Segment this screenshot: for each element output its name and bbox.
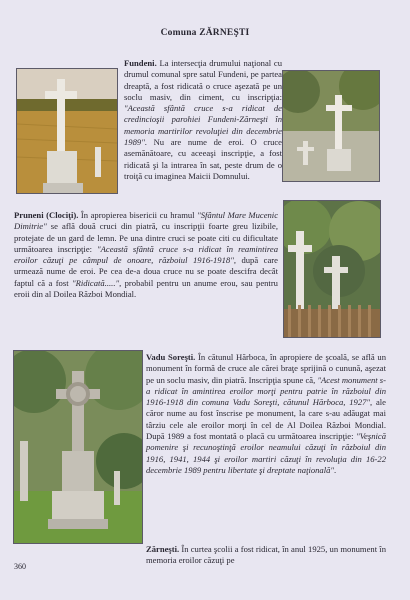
- vadu-text-3: .: [334, 464, 337, 475]
- vadu-plaque-inscription: "Veşnică pomenire şi recunoştinţă eroilor neamului căzuţi în războiul din 1916, 1941, 1944 şi eroilor martiri căzuţi în revoluţia din 16-22 decembrie 1989 pentru libertate şi dreptate naţională": [146, 431, 386, 475]
- pruneni-text-2: se află două cruci din piatră, cu inscripţii foarte greu lizibile, protejate de un gard de lemn. Pe una dintre cruci se poate citi cu dificultate următoarea inscripţie:: [14, 221, 278, 254]
- fundeni-text-2: . Nu are nume de eroi. O cruce asemănătoare, cu aceeaşi inscripţie, a fost ridicată şi la intrarea în sat, peste drum de o troiţă cu imaginea Maicii Domnului.: [124, 137, 282, 181]
- heading-zarnesti: Zărneşti.: [146, 544, 180, 554]
- fundeni-text-1: La intersecţia drumului naţional cu drumul comunal spre satul Fundeni, pe partea dreaptă, a fost ridicată o cruce aşezată pe un soclu masiv, din ciment, cu inscripţia:: [124, 58, 282, 102]
- heading-vadu-soresti: Vadu Soreşti.: [146, 352, 196, 362]
- pruneni-church-patron: "Sfântul Mare Mucenic Dimitrie": [14, 210, 279, 232]
- vadu-inscription: "Acest monument s-a ridicat în amintirea eroilor morţi pentru patrie în războiul din 1916-1918 din comuna Vadu Soreşti, cătunul Hărboca, 1927": [146, 374, 386, 408]
- pruneni-text-1: În apropierea bisericii cu hramul: [78, 210, 198, 220]
- page-header: Comuna ZĂRNEŞTI: [160, 28, 250, 38]
- paragraph-pruneni: [14, 210, 278, 300]
- vadu-text-1: În cătunul Hărboca, în apropiere de şcoală, se află un monument în formă de cruce ale cărei braţe sprijină o cunună, aşezat pe un soclu masiv, din piatră. Inscripţia spune că,: [146, 352, 386, 385]
- photo-vadu-soresti-monument: [13, 350, 143, 544]
- paragraph-zarnesti: [146, 544, 386, 567]
- paragraph-vadu-soresti: [146, 352, 386, 476]
- paragraph-fundeni: [20, 58, 382, 192]
- heading-pruneni: Pruneni (Clociţi).: [14, 210, 79, 220]
- pruneni-second-inscription: "Ridicată.....": [72, 277, 120, 288]
- heading-fundeni: Fundeni.: [124, 58, 157, 68]
- photo-pruneni-crosses: [283, 200, 381, 338]
- vadu-text-2: , ale căror nume au fost înscrise pe monument, la care s-au adăugat mai târziu cele ale eroilor morţi în cel de Al Doilea Război Mondial. După 1989 a fost montată o placă cu următoarea inscripţie:: [146, 397, 386, 442]
- pruneni-inscription: "Această sfântă cruce s-a ridicat în reamintirea eroilor căzuţi pe câmpul de onoare, războiul 1916-1918": [14, 243, 279, 266]
- fundeni-inscription: "Această sfântă cruce s-a ridicat de credincioşii parohiei Fundeni-Zărneşti în memoria martirilor revoluţiei din decembrie 1989": [124, 103, 282, 148]
- pruneni-text-4: , probabil pentru un anume erou, sau pentru eroii din al Doilea Război Mondial.: [14, 277, 278, 300]
- zarnesti-text-1: În curtea şcolii a fost ridicat, în anul 1925, un monument în memoria eroilor căzuţi pe: [146, 544, 386, 566]
- pruneni-text-3: , după care urmează nume de eroi. Pe cea de-a doua cruce nu se poate descifra decât faptul că a fost: [14, 255, 278, 288]
- page-number: 360: [14, 562, 26, 571]
